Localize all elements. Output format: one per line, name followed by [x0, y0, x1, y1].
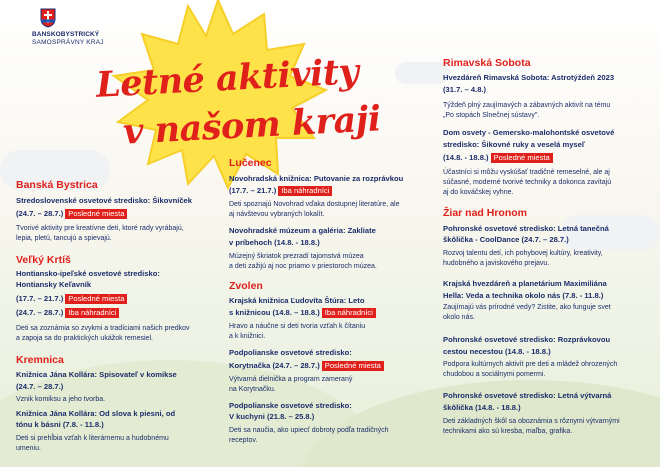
- activity-description: okolo nás.: [443, 314, 475, 321]
- logo-line1: BANSKOBYSTRICKÝ: [32, 31, 100, 38]
- activity-title: tónu k básni (7.8. - 11.8.): [16, 420, 104, 429]
- activity-title: Pohronské osvetové stredisko: Letná tanečná: [443, 224, 609, 233]
- activity-title: Knižnica Jána Kollára: Od slova k piesni, od: [16, 409, 176, 418]
- activity-date: Korytnačka (24.7. – 28.7.) Posledné miesta: [229, 360, 384, 371]
- activity-description: na Korytnačku.: [229, 386, 276, 393]
- activity-title: Knižnica Jána Kollára: Spisovateľ v komikse: [16, 370, 177, 379]
- activity-description: chudobou a sociálnymi pomermi.: [443, 371, 546, 378]
- activity-description: Deti spoznajú Novohrad vďaka dostupnej literatúre, ale: [229, 201, 400, 208]
- activity-description: umeniu.: [16, 445, 41, 452]
- status-badge: Iba náhradníci: [278, 186, 332, 196]
- coat-of-arms-icon: [40, 8, 56, 28]
- activity-description: a k knižnici.: [229, 333, 266, 340]
- activity-description: Zaujímajú vás prírodné vedy? Zistite, ako funguje svet: [443, 304, 611, 311]
- activity-description: Hravo a náučne si deti tvoria vzťah k čítaniu: [229, 323, 366, 330]
- region-title: Zvolen: [229, 280, 263, 292]
- activity-description: aj návštevou vybraných lokalít.: [229, 211, 325, 218]
- status-badge: Posledné miesta: [65, 209, 127, 219]
- activity-date: (17.7. – 21.7.) Iba náhradníci: [229, 185, 332, 196]
- activity-description: hudobného a javiskového prejavu.: [443, 260, 550, 267]
- activity-title: Hvezdáreň Rimavská Sobota: Astrotýždeň 2023: [443, 73, 615, 82]
- cloud: [395, 62, 450, 84]
- activity-title: Hontiansko-ipeľské osvetové stredisko:: [16, 269, 160, 278]
- region-title: Lučenec: [229, 157, 272, 169]
- activity-title: Hontiansky Keľavník: [16, 280, 92, 289]
- activity-description: Deti sa zoznámia so zvykmi a tradíciami našich predkov: [16, 325, 190, 332]
- activity-title: Stredoslovenské osvetové stredisko: Šikovníček: [16, 196, 192, 205]
- activity-description: Múzejný škriatok prezradí tajomstvá múzea: [229, 253, 364, 260]
- status-badge: Posledné miesta: [491, 153, 553, 163]
- activity-date: (24.7. – 28.7.) Iba náhradníci: [16, 307, 119, 318]
- activity-description: a deti zažijú aj noc priamo v priestoroch múzea.: [229, 263, 377, 270]
- activity-title: Hella: Veda a technika okolo nás (7.8. - 11.8.): [443, 291, 604, 300]
- activity-title: Novohradské múzeum a galéria: Zakliate: [229, 226, 376, 235]
- activity-description: lepia, pletú, tancujú a spievajú.: [16, 235, 112, 242]
- activity-title: stredisko: Šikovné ruky a veselá myseľ: [443, 140, 585, 149]
- activity-title: v príbehoch (14.8. - 18.8.): [229, 238, 320, 247]
- status-badge: Posledné miesta: [65, 294, 127, 304]
- activity-description: Vznik komiksu a jeho tvorba.: [16, 396, 106, 403]
- activity-description: Deti základných škôl sa oboznámia s rôznymi výtvarnými: [443, 418, 620, 425]
- activity-date: s knižnicou (14.8. – 18.8.) Iba náhradníci: [229, 307, 376, 318]
- activity-title: škôlička - CoolDance (24.7. – 28.7.): [443, 235, 569, 244]
- region-title: Kremnica: [16, 354, 64, 366]
- activity-description: Rozvoj talentu detí, ich pohybovej kultúry, kreativity,: [443, 250, 603, 257]
- activity-description: receptov.: [229, 437, 258, 444]
- activity-description: Týždeň plný zaujímavých a zábavných aktivít na tému: [443, 102, 611, 109]
- status-badge: Iba náhradníci: [65, 308, 119, 318]
- activity-description: Výtvarná dielnička a program zameraný: [229, 376, 353, 383]
- region-title: Banská Bystrica: [16, 179, 98, 191]
- activity-title: Pohronské osvetové stredisko: Letná výtvarná: [443, 391, 612, 400]
- region-title: Žiar nad Hronom: [443, 207, 528, 219]
- page-title-line2: v našom kraji: [122, 98, 382, 153]
- activity-date: (17.7. – 21.7.) Posledné miesta: [16, 293, 127, 304]
- activity-description: a zapoja sa do praktických ukážok remesiel.: [16, 335, 153, 342]
- logo-line2: SAMOSPRÁVNY KRAJ: [32, 39, 104, 46]
- activity-description: Podpora kultúrnych aktivít pre deti a mládež ohrozených: [443, 361, 618, 368]
- activity-title: Pohronské osvetové stredisko: Rozprávkovou: [443, 335, 611, 344]
- region-title: Rimavská Sobota: [443, 57, 531, 69]
- activity-description: súčasné, moderné tvorivé techniky a dokonca zavítajú: [443, 179, 612, 186]
- activity-title: (31.7. – 4.8.): [443, 85, 487, 94]
- status-badge: Posledné miesta: [322, 361, 384, 371]
- activity-description: aj do kováčskej vyhne.: [443, 189, 514, 196]
- activity-title: Krajská knižnica Ľudovíta Štúra: Leto: [229, 296, 365, 305]
- activity-description: Účastníci si môžu vyskúšať tradičné remeselné, ale aj: [443, 169, 610, 176]
- activity-title: Dom osvety - Gemersko-malohontské osvetové: [443, 128, 615, 137]
- activity-title: V kuchyni (21.8. – 25.8.): [229, 412, 315, 421]
- activity-title: Podpolianske osvetové stredisko:: [229, 348, 352, 357]
- page-title-line1: Letné aktivity: [95, 51, 360, 106]
- activity-description: Deti si prehĺbia vzťah k literárnemu a hudobnému: [16, 435, 169, 442]
- activity-description: „Po stopách Slnečnej sústavy".: [443, 112, 540, 119]
- activity-title: cestou necestou (14.8. - 18.8.): [443, 347, 551, 356]
- activity-description: Tvorivé aktivity pre kreatívne deti, ktoré rady vyrábajú,: [16, 225, 184, 232]
- activity-date: (14.8. - 18.8.) Posledné miesta: [443, 152, 553, 163]
- activity-date: (24.7. – 28.7.) Posledné miesta: [16, 208, 127, 219]
- activity-title: Podpolianske osvetové stredisko:: [229, 401, 352, 410]
- status-badge: Iba náhradníci: [322, 308, 376, 318]
- activity-description: technikami ako sú kresba, maľba, grafika.: [443, 428, 573, 435]
- activity-title: Krajská hvezdáreň a planetárium Maximiliána: [443, 279, 607, 288]
- activity-title: Novohradská knižnica: Putovanie za rozprávkou: [229, 174, 404, 183]
- region-title: Veľký Krtíš: [16, 254, 71, 266]
- activity-description: Deti sa naučia, ako upiecť dobroty podľa tradičných: [229, 427, 389, 434]
- activity-date: (24.7. – 28.7.): [16, 382, 64, 391]
- activity-title: škôlička (14.8. - 18.8.): [443, 403, 521, 412]
